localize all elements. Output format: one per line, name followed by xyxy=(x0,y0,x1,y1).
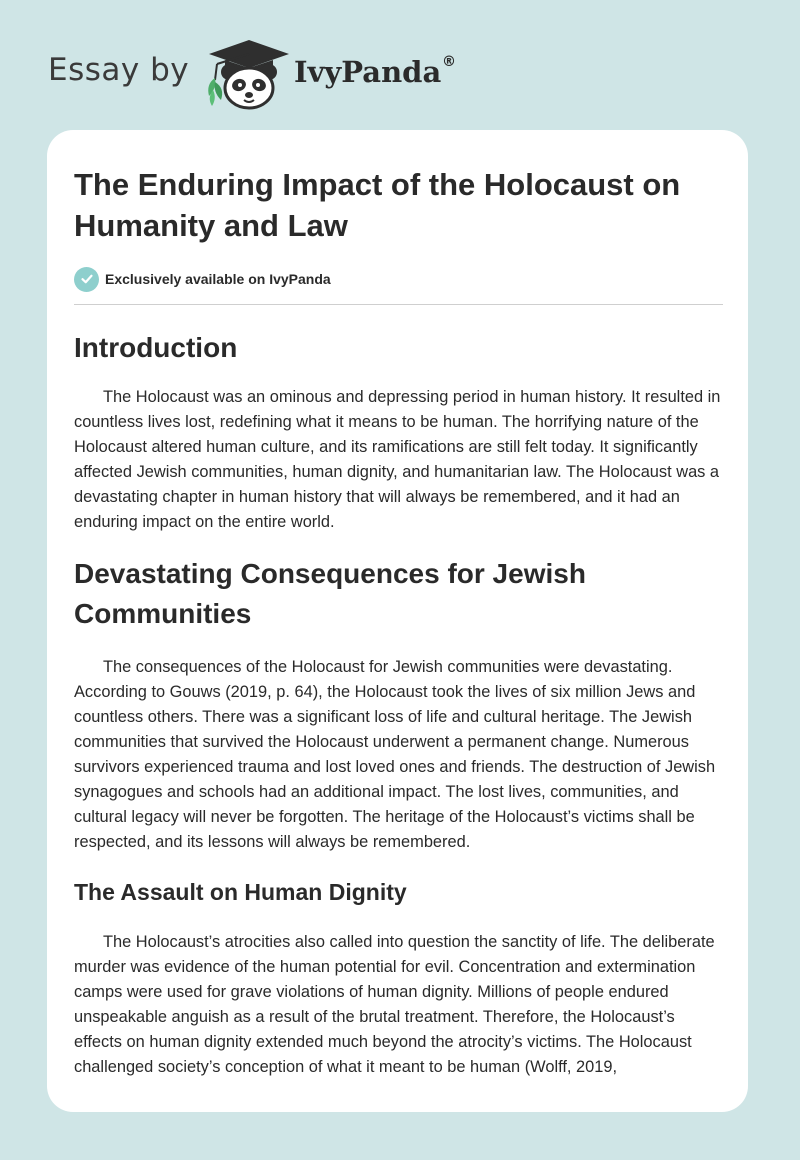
paragraph-jewish-communities: The consequences of the Holocaust for Jewish communities were devastating. According to Gouws (2019, p. 64), the Holocaust took the lives of six million Jews and countless others. There was a significant loss of life and cultural heritage. The Jewish communities that survived the Holocaust underwent a permanent change. Numerous survivors experienced trauma and lost loved ones and friends. The destruction of Jewish synagogues and schools had an additional impact. The lost lives, communities, and cultural legacy will never be forgotten. The heritage of the Holocaust’s victims shall be respected, and its lessons will always be remembered. xyxy=(74,658,716,851)
registered-mark: ® xyxy=(442,54,456,70)
essay-title: The Enduring Impact of the Holocaust on Humanity and Law xyxy=(74,167,681,243)
heading-introduction: Introduction xyxy=(74,332,238,363)
title-divider xyxy=(74,304,723,305)
site-header xyxy=(0,0,800,130)
essay-card xyxy=(47,130,748,1112)
paragraph-introduction: The Holocaust was an ominous and depressing period in human history. It resulted in countless lives lost, redefining what it means to be human. The horrifying nature of the Holocaust altered human culture, and its ramifications are still felt today. It significantly affected Jewish communities, human dignity, and humanitarian law. The Holocaust was a devastating chapter in human history that will always be remembered, and it had an enduring impact on the entire world. xyxy=(74,388,721,531)
heading-jewish-communities: Devastating Consequences for Jewish Communities xyxy=(74,558,586,629)
check-badge-icon xyxy=(74,267,99,292)
availability-text: Exclusively available on IvyPanda xyxy=(105,271,331,287)
brand-prefix: Essay by xyxy=(48,52,190,88)
availability-note xyxy=(74,266,724,292)
paragraph-human-dignity: The Holocaust’s atrocities also called into question the sanctity of life. The deliberate murder was evidence of the human potential for evil. Concentration and extermination camps were used for grave violations of human dignity. Millions of people endured unspeakable anguish as a result of the brutal treatment. Therefore, the Holocaust’s effects on human dignity extended much beyond the atrocity’s victims. The Holocaust challenged society’s conception of what it meant to be human (Wolff, 2019, xyxy=(74,933,715,1076)
panda-graduate-icon[interactable] xyxy=(203,38,295,110)
brand-name[interactable]: IvyPanda xyxy=(294,55,442,89)
heading-human-dignity: The Assault on Human Dignity xyxy=(74,879,407,905)
essay-content xyxy=(74,130,724,1080)
